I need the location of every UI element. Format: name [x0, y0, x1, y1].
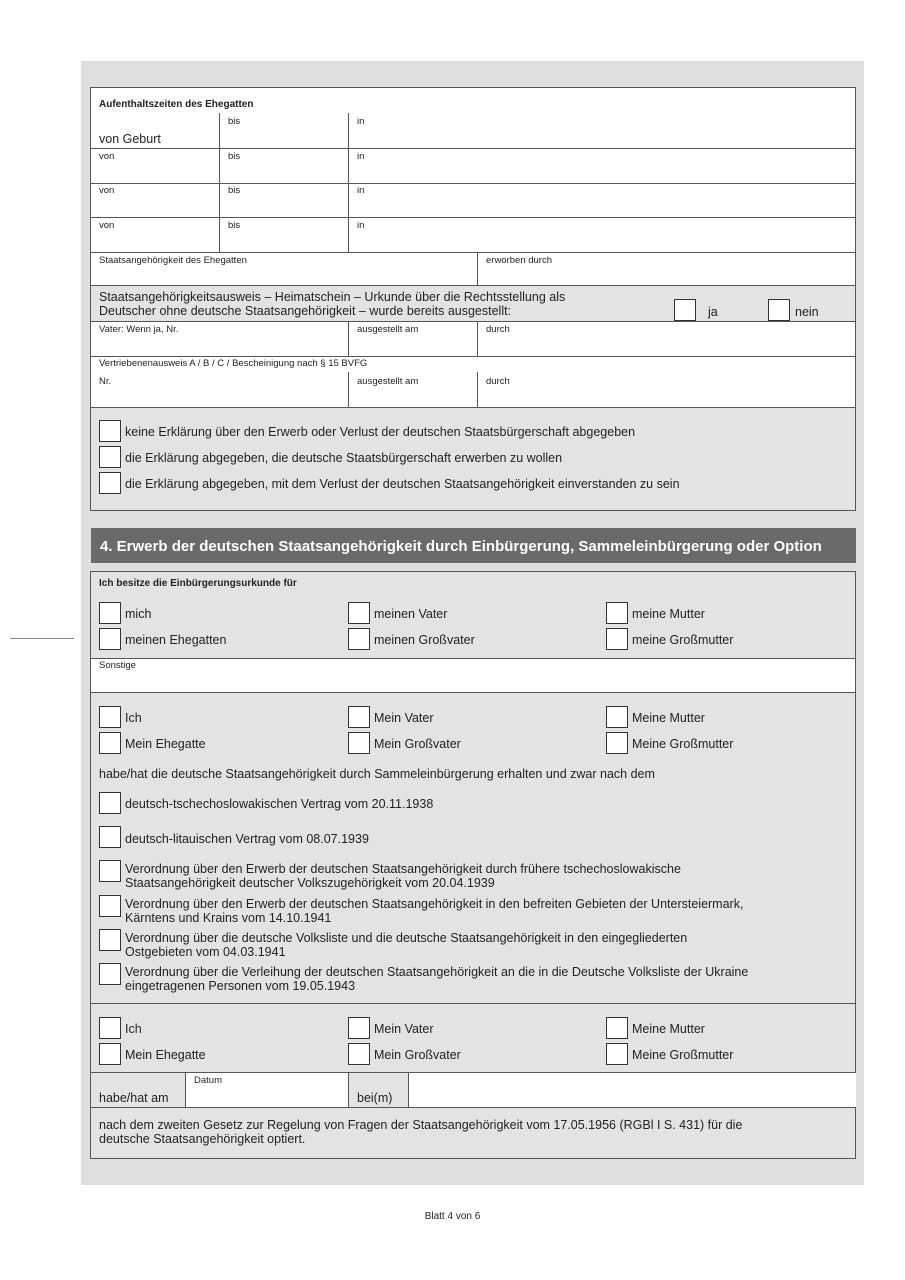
- in-label: in: [357, 116, 365, 127]
- treaty-czechoslovak-checkbox[interactable]: [99, 792, 121, 814]
- divider: [90, 1107, 856, 1108]
- ordinance-1941-styria-checkbox[interactable]: [99, 895, 121, 917]
- ordinance-1941-styria-label-l2: Kärntens und Krains vom 14.10.1941: [125, 911, 332, 925]
- certificate-issued-on-label: ausgestellt am: [357, 324, 419, 335]
- divider: [477, 372, 478, 408]
- ordinance-1939-label-l1: Verordnung über den Erwerb der deutschen Staatsangehörigkeit durch frühere tschechoslowakische: [125, 862, 681, 876]
- divider: [477, 252, 478, 286]
- divider: [90, 1072, 856, 1073]
- option-law-text-l2: deutsche Staatsangehörigkeit optiert.: [99, 1132, 306, 1146]
- option-self-checkbox[interactable]: [99, 1017, 121, 1039]
- treaty-lithuanian-checkbox[interactable]: [99, 826, 121, 848]
- naturalization-title: Ich besitze die Einbürgerungsurkunde für: [99, 578, 297, 589]
- from-label: von: [99, 185, 115, 196]
- collective-self-label: Ich: [125, 711, 142, 725]
- divider: [348, 372, 349, 408]
- option-mother-label: Meine Mutter: [632, 1022, 705, 1036]
- collective-grandfather-checkbox[interactable]: [348, 732, 370, 754]
- collective-text: habe/hat die deutsche Staatsangehörigkeit durch Sammeleinbürgerung erhalten und zwar nach dem: [99, 767, 655, 781]
- expellee-issued-on-label: ausgestellt am: [357, 376, 419, 387]
- collective-mother-checkbox[interactable]: [606, 706, 628, 728]
- collective-self-checkbox[interactable]: [99, 706, 121, 728]
- treaty-czechoslovak-label: deutsch-tschechoslowakischen Vertrag vom 20.11.1938: [125, 797, 434, 811]
- certificate-text-line1: Staatsangehörigkeitsausweis – Heimatschein – Urkunde über die Rechtsstellung als: [99, 290, 566, 304]
- ordinance-ukraine-label-l2: eingetragenen Personen vom 19.05.1943: [125, 979, 356, 993]
- divider: [90, 148, 856, 149]
- ordinance-1941-styria-label-l1: Verordnung über den Erwerb der deutschen Staatsangehörigkeit in den befreiten Gebieten der Untersteiermark,: [125, 897, 744, 911]
- option-at-label: bei(m): [357, 1091, 393, 1105]
- spouse-citizenship-label: Staatsangehörigkeit des Ehegatten: [99, 255, 247, 266]
- ordinance-1939-label-l2: Staatsangehörigkeit deutscher Volkszugehörigkeit vom 20.04.1939: [125, 876, 495, 890]
- option-authority-field[interactable]: [408, 1072, 856, 1108]
- scan-artifact-line: [10, 638, 74, 639]
- page-number: Blatt 4 von 6: [424, 1211, 481, 1222]
- ordinance-1939-checkbox[interactable]: [99, 860, 121, 882]
- collective-father-label: Mein Vater: [374, 711, 434, 725]
- naturalization-father-label: meinen Vater: [374, 607, 448, 621]
- ordinance-ukraine-checkbox[interactable]: [99, 963, 121, 985]
- divider: [90, 183, 856, 184]
- naturalization-grandmother-label: meine Großmutter: [632, 633, 734, 647]
- spouse-residence-title: Aufenthaltszeiten des Ehegatten: [99, 99, 254, 110]
- naturalization-mother-label: meine Mutter: [632, 607, 705, 621]
- naturalization-grandmother-checkbox[interactable]: [606, 628, 628, 650]
- collective-spouse-label: Mein Ehegatte: [125, 737, 206, 751]
- in-label: in: [357, 220, 365, 231]
- ordinance-volksliste-checkbox[interactable]: [99, 929, 121, 951]
- until-label: bis: [228, 185, 241, 196]
- divider: [477, 321, 478, 356]
- option-spouse-label: Mein Ehegatte: [125, 1048, 206, 1062]
- collective-grandfather-label: Mein Großvater: [374, 737, 461, 751]
- declaration-acquire-checkbox[interactable]: [99, 446, 121, 468]
- ordinance-volksliste-label-l1: Verordnung über die deutsche Volksliste und die deutsche Staatsangehörigkeit in den eingegliederten: [125, 931, 688, 945]
- option-self-label: Ich: [125, 1022, 142, 1036]
- naturalization-self-checkbox[interactable]: [99, 602, 121, 624]
- declaration-loss-checkbox[interactable]: [99, 472, 121, 494]
- option-grandfather-checkbox[interactable]: [348, 1043, 370, 1065]
- option-father-checkbox[interactable]: [348, 1017, 370, 1039]
- declaration-none-label: keine Erklärung über den Erwerb oder Verlust der deutschen Staatsbürgerschaft abgegeben: [125, 425, 636, 439]
- from-label: von: [99, 220, 115, 231]
- option-law-text-l1: nach dem zweiten Gesetz zur Regelung von Fragen der Staatsangehörigkeit vom 17.05.1956 (RGBl I S. 431) für die: [99, 1118, 743, 1132]
- since-birth-label: von Geburt: [99, 132, 161, 146]
- declaration-loss-label: die Erklärung abgegeben, mit dem Verlust der deutschen Staatsangehörigkeit einverstanden zu sein: [125, 477, 680, 491]
- expellee-number-label: Nr.: [99, 376, 112, 387]
- declaration-acquire-label: die Erklärung abgegeben, die deutsche Staatsbürgerschaft erwerben zu wollen: [125, 451, 563, 465]
- naturalization-self-label: mich: [125, 607, 152, 621]
- naturalization-grandfather-checkbox[interactable]: [348, 628, 370, 650]
- certificate-issued-by-label: durch: [486, 324, 510, 335]
- naturalization-father-checkbox[interactable]: [348, 602, 370, 624]
- acquired-by-label: erworben durch: [486, 255, 553, 266]
- until-label: bis: [228, 151, 241, 162]
- option-grandmother-label: Meine Großmutter: [632, 1048, 734, 1062]
- collective-grandmother-checkbox[interactable]: [606, 732, 628, 754]
- option-grandmother-checkbox[interactable]: [606, 1043, 628, 1065]
- section-4-heading: 4. Erwerb der deutschen Staatsangehörigkeit durch Einbürgerung, Sammeleinbürgerung oder Option: [91, 528, 856, 563]
- naturalization-spouse-label: meinen Ehegatten: [125, 633, 227, 647]
- declaration-none-checkbox[interactable]: [99, 420, 121, 442]
- option-mother-checkbox[interactable]: [606, 1017, 628, 1039]
- collective-spouse-checkbox[interactable]: [99, 732, 121, 754]
- collective-grandmother-label: Meine Großmutter: [632, 737, 734, 751]
- option-grandfather-label: Mein Großvater: [374, 1048, 461, 1062]
- treaty-lithuanian-label: deutsch-litauischen Vertrag vom 08.07.1939: [125, 832, 369, 846]
- collective-mother-label: Meine Mutter: [632, 711, 705, 725]
- certificate-yes-checkbox[interactable]: [674, 299, 696, 321]
- naturalization-mother-checkbox[interactable]: [606, 602, 628, 624]
- ordinance-ukraine-label-l1: Verordnung über die Verleihung der deutschen Staatsangehörigkeit an die in die Deutsche Volksliste der Ukraine: [125, 965, 749, 979]
- until-label: bis: [228, 116, 241, 127]
- ordinance-volksliste-label-l2: Ostgebieten vom 04.03.1941: [125, 945, 286, 959]
- divider: [348, 321, 349, 356]
- option-date-label: Datum: [194, 1075, 222, 1086]
- certificate-yes-label: ja: [708, 305, 718, 319]
- divider: [90, 252, 856, 253]
- certificate-text-line2: Deutscher ohne deutsche Staatsangehörigkeit – wurde bereits ausgestellt:: [99, 304, 512, 318]
- certificate-number-label: Vater: Wenn ja, Nr.: [99, 324, 179, 335]
- expellee-issued-by-label: durch: [486, 376, 510, 387]
- from-label: von: [99, 151, 115, 162]
- certificate-no-label: nein: [795, 305, 819, 319]
- naturalization-spouse-checkbox[interactable]: [99, 628, 121, 650]
- divider: [90, 217, 856, 218]
- option-father-label: Mein Vater: [374, 1022, 434, 1036]
- certificate-no-checkbox[interactable]: [768, 299, 790, 321]
- until-label: bis: [228, 220, 241, 231]
- naturalization-grandfather-label: meinen Großvater: [374, 633, 475, 647]
- other-field[interactable]: [90, 658, 856, 693]
- option-date-prefix: habe/hat am: [99, 1091, 169, 1105]
- collective-father-checkbox[interactable]: [348, 706, 370, 728]
- expellee-title: Vertriebenenausweis A / B / C / Bescheinigung nach § 15 BVFG: [99, 358, 368, 369]
- option-spouse-checkbox[interactable]: [99, 1043, 121, 1065]
- in-label: in: [357, 185, 365, 196]
- other-label: Sonstige: [99, 660, 136, 671]
- certificate-details-row: [90, 321, 856, 357]
- in-label: in: [357, 151, 365, 162]
